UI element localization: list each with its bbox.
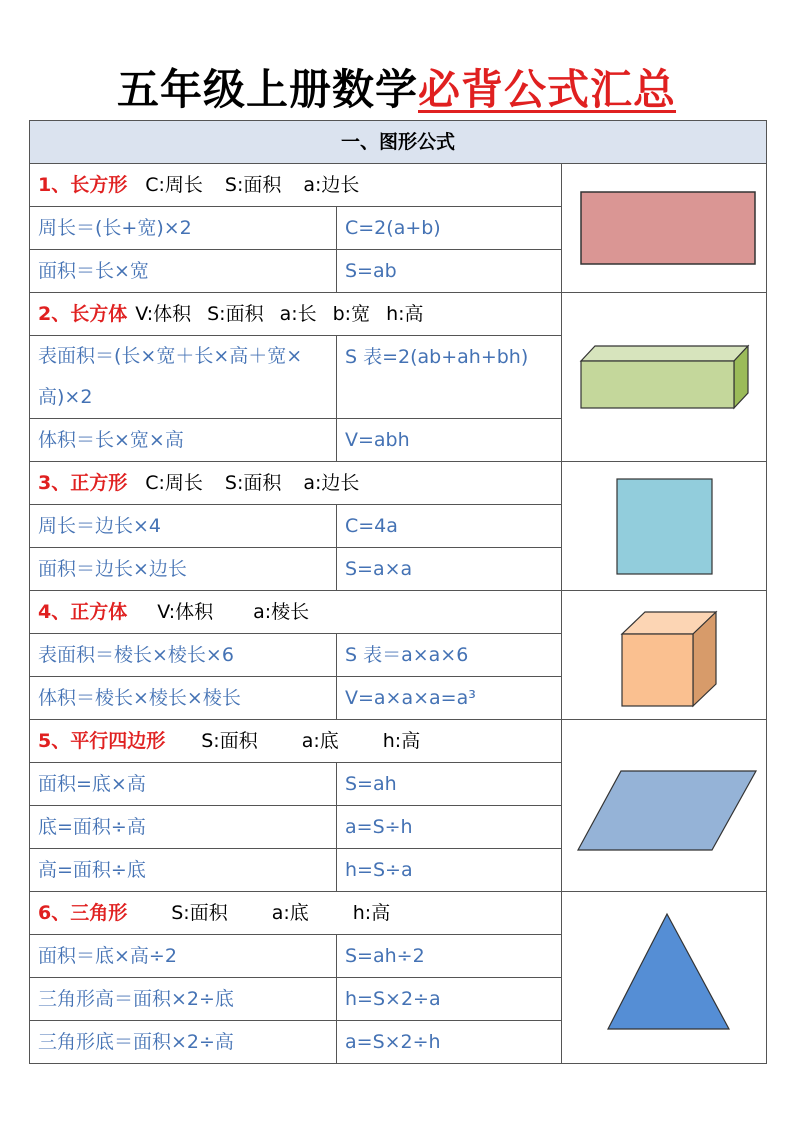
section-name: 正方体 xyxy=(70,601,128,623)
parallelogram-icon xyxy=(562,722,767,890)
formula-symbolic: h=S÷a xyxy=(337,849,562,892)
var-label: a:边长 xyxy=(303,472,360,494)
formula-text: 周长＝边长×4 xyxy=(30,505,337,548)
formula-symbolic: S 表＝a×a×6 xyxy=(337,634,562,677)
formula-table xyxy=(29,120,767,1064)
var-label: b:宽 xyxy=(332,303,371,325)
section-header: 一、图形公式 xyxy=(30,121,767,164)
section-title-row xyxy=(30,720,767,763)
var-label: S:面积 xyxy=(207,303,264,325)
formula-text: 三角形高＝面积×2÷底 xyxy=(30,978,337,1021)
var-label: a:底 xyxy=(301,730,339,752)
formula-text: 体积＝棱长×棱长×棱长 xyxy=(30,677,337,720)
page-title xyxy=(0,60,793,120)
formula-text: 面积＝底×高÷2 xyxy=(30,935,337,978)
section-title xyxy=(30,293,562,336)
section-title-row xyxy=(30,293,767,336)
formula-symbolic: h=S×2÷a xyxy=(337,978,562,1021)
formula-symbolic: S=ah÷2 xyxy=(337,935,562,978)
formula-text: 高=面积÷底 xyxy=(30,849,337,892)
triangle-figure xyxy=(562,892,767,1064)
rectangle-icon xyxy=(562,165,767,291)
section-number: 1、 xyxy=(38,174,71,196)
formula-text: 周长＝(长+宽)×2 xyxy=(30,207,337,250)
var-label: S:面积 xyxy=(201,730,258,752)
section-title-row xyxy=(30,591,767,634)
var-label: h:高 xyxy=(386,303,424,325)
cuboid-figure xyxy=(562,293,767,462)
var-label: h:高 xyxy=(382,730,421,752)
formula-symbolic: a=S÷h xyxy=(337,806,562,849)
var-label: S:面积 xyxy=(224,472,282,494)
var-label: a:棱长 xyxy=(253,601,310,623)
var-label: V:体积 xyxy=(157,601,214,623)
formula-symbolic: S 表=2(ab+ah+bh) xyxy=(337,336,562,419)
var-label: C:周长 xyxy=(145,174,203,196)
rectangle-figure xyxy=(562,164,767,293)
title-part2: 必背公式汇总 xyxy=(418,65,677,114)
parallelogram-figure xyxy=(562,720,767,892)
formula-symbolic: S=ah xyxy=(337,763,562,806)
formula-text: 底=面积÷高 xyxy=(30,806,337,849)
section-number: 2、 xyxy=(38,303,71,325)
section-title-row xyxy=(30,164,767,207)
var-label: a:长 xyxy=(279,303,317,325)
var-label: S:面积 xyxy=(224,174,282,196)
section-title xyxy=(30,892,562,935)
section-title xyxy=(30,462,562,505)
formula-symbolic: V=a×a×a=a³ xyxy=(337,677,562,720)
formula-symbolic: S=a×a xyxy=(337,548,562,591)
var-label: a:边长 xyxy=(303,174,360,196)
formula-symbolic: C=4a xyxy=(337,505,562,548)
section-title xyxy=(30,591,562,634)
triangle-icon xyxy=(562,894,767,1062)
section-number: 4、 xyxy=(38,601,71,623)
formula-text: 面积=底×高 xyxy=(30,763,337,806)
var-label: C:周长 xyxy=(145,472,203,494)
square-figure xyxy=(562,462,767,591)
cuboid-icon xyxy=(562,295,767,459)
formula-text: 表面积＝(长×宽＋长×高＋宽×高)×2 xyxy=(30,336,337,419)
var-label: S:面积 xyxy=(171,902,228,924)
section-title xyxy=(30,720,562,763)
formula-text: 三角形底＝面积×2÷高 xyxy=(30,1021,337,1064)
section-title-row xyxy=(30,892,767,935)
var-label: h:高 xyxy=(352,902,391,924)
formula-symbolic: a=S×2÷h xyxy=(337,1021,562,1064)
var-label: a:底 xyxy=(271,902,309,924)
formula-text: 面积＝边长×边长 xyxy=(30,548,337,591)
section-name: 长方体 xyxy=(70,303,128,325)
section-number: 5、 xyxy=(38,730,71,752)
cube-icon xyxy=(562,592,767,718)
section-name: 长方形 xyxy=(70,174,128,196)
section-title xyxy=(30,164,562,207)
var-label: V:体积 xyxy=(135,303,192,325)
square-icon xyxy=(562,463,767,589)
section-number: 6、 xyxy=(38,902,71,924)
formula-symbolic: C=2(a+b) xyxy=(337,207,562,250)
section-name: 三角形 xyxy=(70,902,128,924)
cube-figure xyxy=(562,591,767,720)
formula-symbolic: V=abh xyxy=(337,419,562,462)
formula-text: 表面积＝棱长×棱长×6 xyxy=(30,634,337,677)
section-name: 正方形 xyxy=(70,472,128,494)
formula-text: 面积＝长×宽 xyxy=(30,250,337,293)
section-name: 平行四边形 xyxy=(70,730,166,752)
section-header-row xyxy=(30,121,767,164)
formula-text: 体积＝长×宽×高 xyxy=(30,419,337,462)
formula-symbolic: S=ab xyxy=(337,250,562,293)
title-part1: 五年级上册数学 xyxy=(116,65,418,114)
section-title-row xyxy=(30,462,767,505)
section-number: 3、 xyxy=(38,472,71,494)
